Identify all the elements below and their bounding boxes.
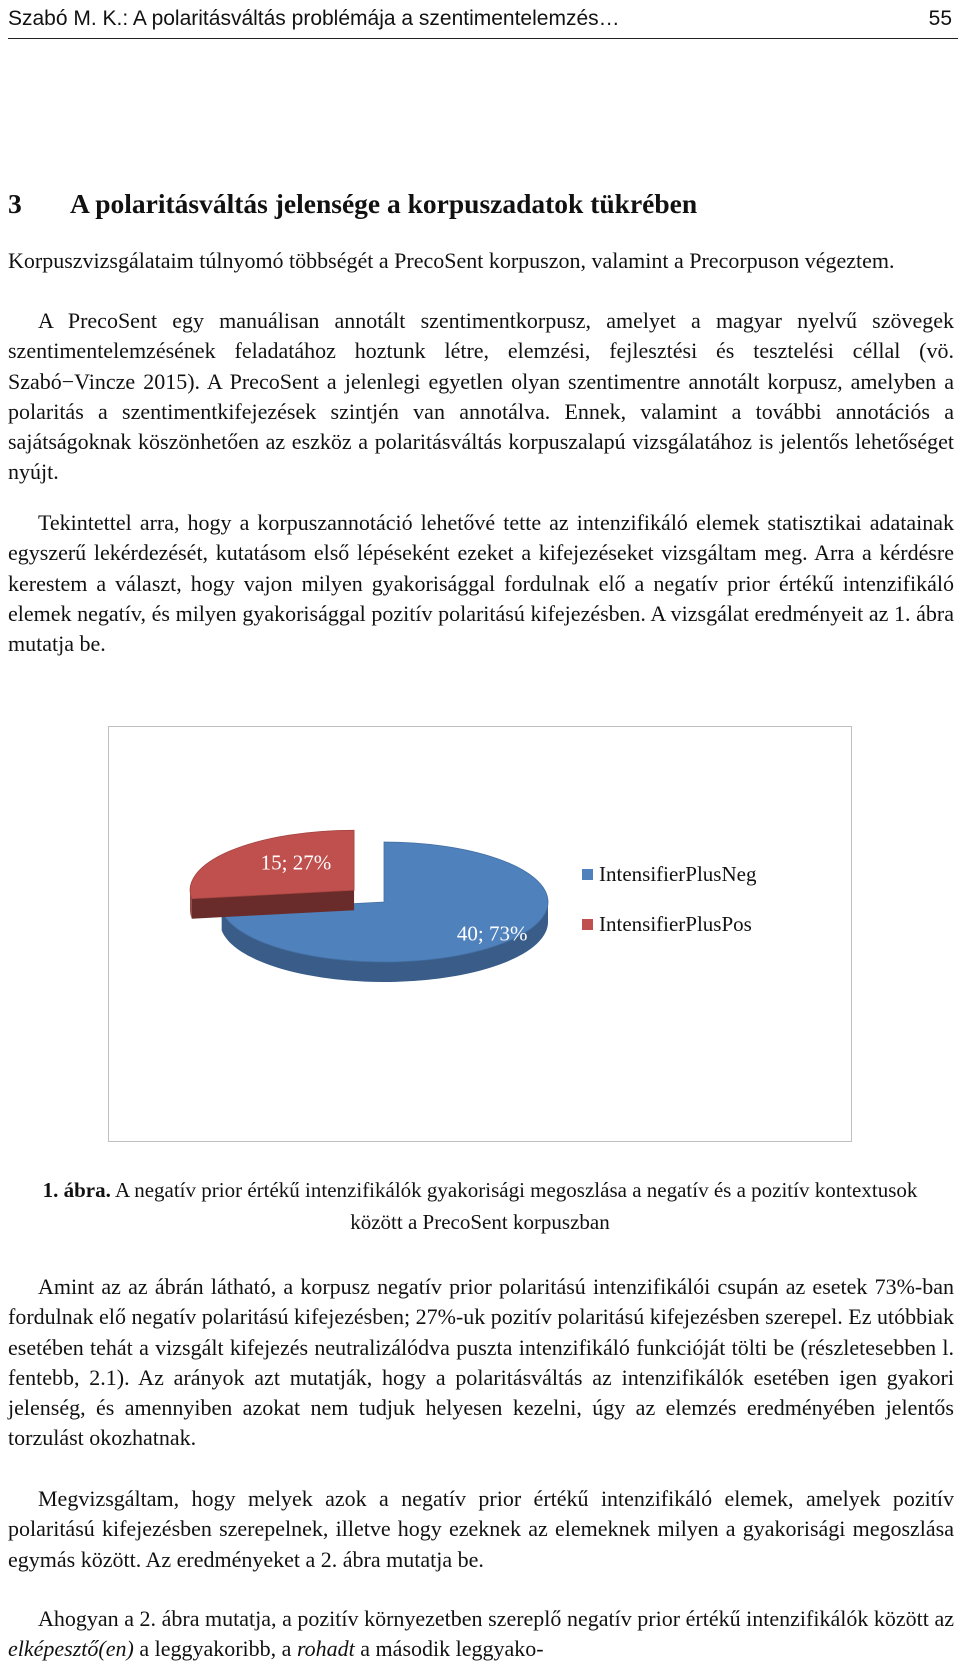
paragraph-1: Korpuszvizsgálataim túlnyomó többségét a PrecoSent korpuszon, valamint a Precorpuson végeztem.: [8, 248, 895, 273]
pie-chart-figure: [108, 726, 852, 1142]
p6-text-2: a leggyakoribb, a: [139, 1636, 292, 1662]
page-number: 55: [928, 7, 952, 30]
legend-swatch-IntensifierPlusNeg: [582, 869, 593, 880]
paragraph-4: Amint az az ábrán látható, a korpusz negatív prior polaritású intenzifikálói csupán az esetek 73%-ban fordulnak elő negatív polaritású kifejezésben; 27%-uk pozitív polaritású kifejezésben szerepel. Ez utóbbiak esetében tehát a vizsgált kifejezés neutralizálódva puszta intenzifikáló funkcióját tölti be (részletesebben l. fentebb, 2.1). Az arányok azt mutatják, hogy a polaritásváltás az intenzifikálók esetében igen gyakori jelenség, és amennyiben azokat nem tudjuk helyesen kezelni, úgy az elemzés eredményében jelentős torzulást okozhatnak.: [8, 1274, 954, 1451]
p6-emphasis-2: rohadt: [296, 1636, 355, 1662]
paragraph-5: Megvizsgáltam, hogy melyek azok a negatív prior értékű intenzifikáló elemek, amelyek pozitív polaritású kifejezésben szerepelnek, illetve hogy ezeknek az elemeknek milyen a gyakorisági megoszlása egymás között. Az eredményeket a 2. ábra mutatja be.: [8, 1486, 954, 1572]
legend-swatch-IntensifierPlusPos: [582, 919, 593, 930]
paragraph-3: Tekintettel arra, hogy a korpuszannotáció lehetővé tette az intenzifikáló elemek statisztikai adatainak egyszerű lekérdezését, kutatásom első lépéseként ezeket a kifejezéseket vizsgáltam meg. Arra a kérdésre kerestem a választ, hogy vajon milyen gyakorisággal fordulnak elő a negatív prior értékű intenzifikáló elemek negatív, és milyen gyakorisággal pozitív polaritású kifejezésben. A vizsgálat eredményeit az 1. ábra mutatja be.: [8, 510, 954, 657]
pie-chart: [109, 727, 851, 1141]
figure-caption: [20, 1174, 940, 1238]
paragraph-6: [8, 1604, 954, 1665]
p6-emphasis-1: elképesztő(en): [8, 1636, 134, 1662]
p6-text-3: a második leggyako-: [360, 1636, 544, 1662]
running-title: Szabó M. K.: A polaritásváltás problémája a szentimentelemzés…: [8, 7, 620, 30]
pie-data-label-IntensifierPlusNeg: 40; 73%: [456, 921, 528, 946]
section-heading: [8, 188, 697, 220]
pie-data-label-IntensifierPlusPos: 15; 27%: [260, 850, 332, 875]
caption-label: 1. ábra.: [42, 1178, 111, 1202]
legend-label-IntensifierPlusNeg: IntensifierPlusNeg: [599, 862, 757, 886]
section-number: 3: [8, 188, 22, 219]
p6-text-1: Ahogyan a 2. ábra mutatja, a pozitív környezetben szereplő negatív prior értékű intenzifikálók között az: [38, 1606, 954, 1631]
legend-label-IntensifierPlusPos: IntensifierPlusPos: [599, 912, 752, 936]
paragraph-2: A PrecoSent egy manuálisan annotált szentimentkorpusz, amelyet a magyar nyelvű szövegek szentimentelemzésének feladatához hoztunk létre, elemzési, fejlesztési és tesztelési céllal (vö. Szabó−Vincze 2015). A PrecoSent a jelenlegi egyetlen olyan szentimentre annotált korpusz, amelyben a polaritás a szentimentkifejezések szintjén van annotálva. Ennek, valamint a további annotációs a sajátságoknak köszönhetően az eszköz a polaritásváltás korpuszalapú vizsgálatához is jelentős lehetőséget nyújt.: [8, 308, 954, 485]
caption-text: A negatív prior értékű intenzifikálók gyakorisági megoszlása a negatív és a pozitív kontextusok között a PrecoSent korpuszban: [114, 1178, 918, 1234]
running-header: [8, 4, 958, 39]
section-title: A polaritásváltás jelensége a korpuszadatok tükrében: [70, 188, 698, 219]
